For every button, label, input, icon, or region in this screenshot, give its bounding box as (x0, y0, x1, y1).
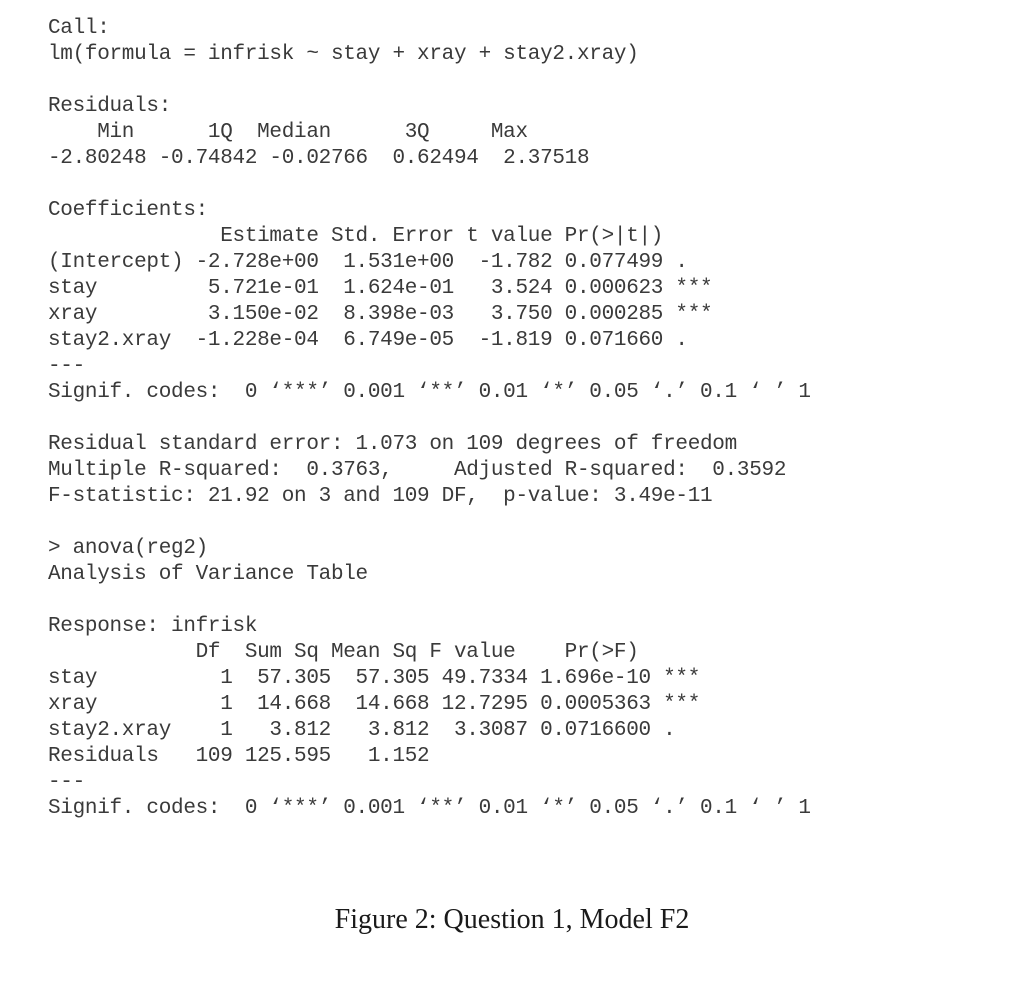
call-header: Call: (48, 17, 110, 40)
anova-row-residuals: Residuals 109 125.595 1.152 (48, 745, 701, 768)
residual-standard-error: Residual standard error: 1.073 on 109 degrees of freedom (48, 433, 737, 456)
blank-line (48, 588, 1008, 614)
coef-row-intercept: (Intercept) -2.728e+00 1.531e+00 -1.782 0.077499 . (48, 251, 713, 274)
blank-line (48, 68, 1008, 94)
residuals-values: -2.80248 -0.74842 -0.02766 0.62494 2.37518 (48, 147, 602, 170)
blank-line (48, 172, 1008, 198)
coef-table-header: Estimate Std. Error t value Pr(>|t|) (48, 225, 713, 248)
anova-command: > anova(reg2) (48, 537, 208, 560)
signif-codes: Signif. codes: 0 ‘***’ 0.001 ‘**’ 0.01 ‘*’ 0.05 ‘.’ 0.1 ‘ ’ 1 (48, 381, 811, 404)
blank-line (48, 510, 1008, 536)
signif-codes: Signif. codes: 0 ‘***’ 0.001 ‘**’ 0.01 ‘*’ 0.05 ‘.’ 0.1 ‘ ’ 1 (48, 797, 811, 820)
anova-response: Response: infrisk (48, 615, 258, 638)
coef-row-stay: stay 5.721e-01 1.624e-01 3.524 0.000623 *** (48, 277, 713, 300)
anova-row-stay: stay 1 57.305 57.305 49.7334 1.696e-10 *** (48, 667, 701, 690)
anova-row-xray: xray 1 14.668 14.668 12.7295 0.0005363 *** (48, 693, 701, 716)
blank-line (48, 406, 1008, 432)
call-formula: lm(formula = infrisk ~ stay + xray + stay2.xray) (48, 43, 639, 66)
coef-row-stay2-xray: stay2.xray -1.228e-04 6.749e-05 -1.819 0.071660 . (48, 329, 713, 352)
residuals-header: Residuals: (48, 95, 172, 118)
residuals-labels: Min 1Q Median 3Q Max (48, 121, 541, 144)
separator: --- (48, 771, 85, 794)
anova-row-stay2-xray: stay2.xray 1 3.812 3.812 3.3087 0.0716600 . (48, 719, 701, 742)
r-squared-line: Multiple R-squared: 0.3763, Adjusted R-squared: 0.3592 (48, 459, 799, 482)
f-statistic-line: F-statistic: 21.92 on 3 and 109 DF, p-value: 3.49e-11 (48, 485, 713, 508)
figure-caption: Figure 2: Question 1, Model F2 (334, 904, 690, 935)
coef-row-xray: xray 3.150e-02 8.398e-03 3.750 0.000285 *** (48, 303, 713, 326)
r-console-output (48, 16, 1008, 822)
anova-table-header: Df Sum Sq Mean Sq F value Pr(>F) (48, 641, 688, 664)
separator: --- (48, 355, 85, 378)
anova-title: Analysis of Variance Table (48, 563, 368, 586)
coefficients-header: Coefficients: (48, 199, 208, 222)
